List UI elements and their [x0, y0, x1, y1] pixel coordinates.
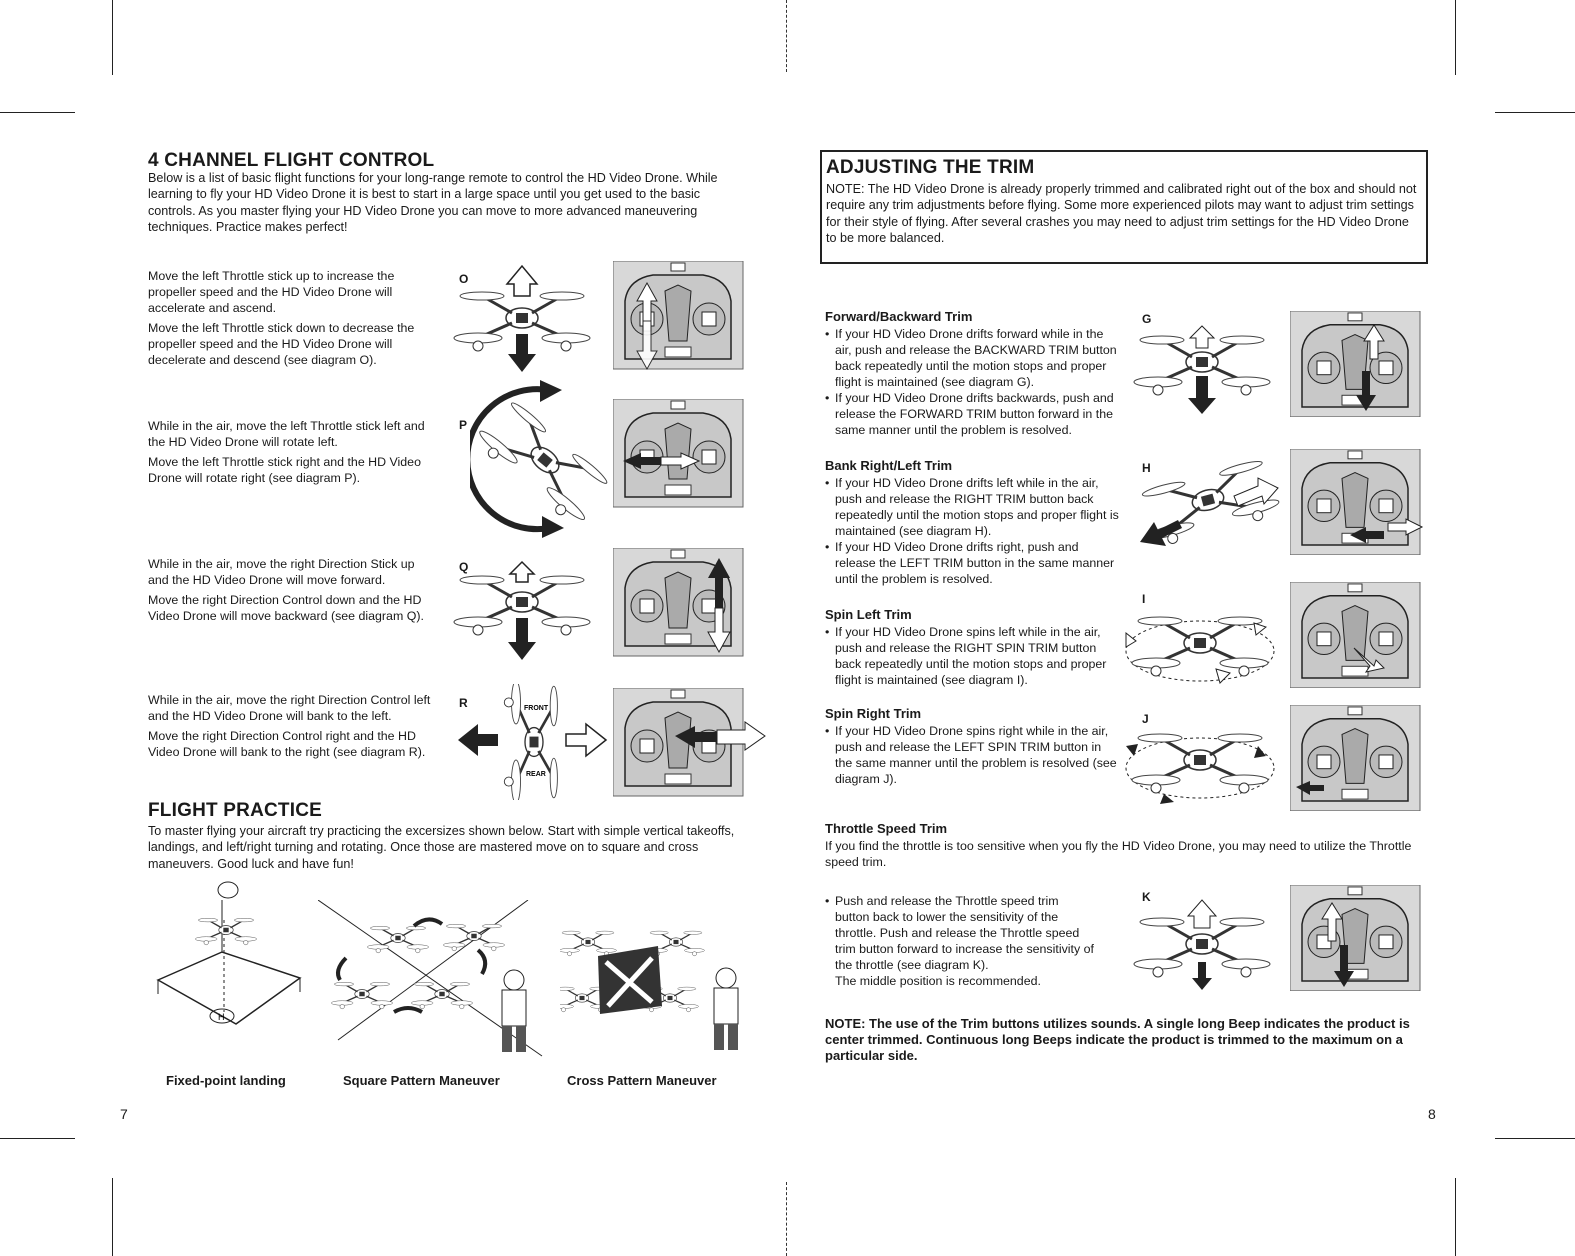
- square-pattern-illustration: [318, 900, 544, 1060]
- throttle-trim-recommend: The middle position is recommended.: [835, 974, 1041, 988]
- section-r-text: [148, 692, 438, 764]
- diagram-o-drone: [452, 258, 592, 378]
- label-rear: REAR: [526, 771, 546, 778]
- section-r-p2: Move the right Direction Control right and the HD Video Drone will bank to the right (see diagram R).: [148, 729, 426, 759]
- diagram-p-drone: [470, 380, 610, 540]
- intro-text: Below is a list of basic flight functions for your long-range remote to control the HD Video Drone. While learning to fly your HD Video Drone it is best to start in a large space until you get used to the basic controls. As you master flying your HD Video Drone you can move to more advanced maneuvering techniques. Practice makes perfect!: [148, 171, 718, 235]
- diagram-p-remote: [613, 399, 747, 511]
- caption-fixed-point: Fixed-point landing: [166, 1073, 286, 1088]
- diagram-g-remote: [1290, 311, 1424, 417]
- practice-text: To master flying your aircraft try practicing the excersizes shown below. Start with simple vertical takeoffs, landings, and left/right turning and rotating. Once those are mastered move on to square and cross maneuvers. Good luck and have fun!: [148, 824, 735, 871]
- bank-trim-bullet-2: • If your HD Video Drone drifts right, push and release the LEFT TRIM button in the same manner until the problem is resolved.: [825, 539, 1120, 587]
- trim-title: ADJUSTING THE TRIM: [826, 157, 1035, 178]
- section-r-p1: While in the air, move the right Direction Control left and the HD Video Drone will bank to the left.: [148, 693, 431, 723]
- diagram-letter-h: H: [1142, 461, 1151, 475]
- page-number-left: 7: [120, 1106, 128, 1122]
- crop-mark: [112, 1178, 113, 1256]
- diagram-k-drone: [1132, 898, 1272, 994]
- throttle-trim-bullets: [825, 893, 1095, 989]
- diagram-q-drone: [452, 552, 592, 664]
- throttle-trim-intro: [825, 821, 1415, 870]
- diagram-h-drone: [1134, 456, 1284, 552]
- center-fold-mark: [786, 1182, 787, 1256]
- crop-mark: [1495, 1138, 1575, 1139]
- spin-right-trim-text: [825, 706, 1120, 787]
- helipad-h: H: [218, 1012, 225, 1022]
- page-number-right: 8: [1428, 1106, 1436, 1122]
- fb-trim-bullet-2: • If your HD Video Drone drifts backwards, push and release the FORWARD TRIM button forward in the same manner until the problem is resolved.: [825, 390, 1120, 438]
- diagram-letter-q: Q: [459, 560, 469, 574]
- diagram-q-remote: [613, 548, 747, 660]
- throttle-trim-title: Throttle Speed Trim: [825, 821, 948, 836]
- practice-title: FLIGHT PRACTICE: [148, 800, 322, 821]
- section-o-text: [148, 268, 438, 372]
- bank-trim-bullet-1: • If your HD Video Drone drifts left while in the air, push and release the RIGHT TRIM button back repeatedly until the motion stops and proper flight is maintained (see diagram H).: [825, 475, 1120, 539]
- diagram-o-remote: [613, 261, 747, 373]
- label-front: FRONT: [524, 705, 549, 712]
- diagram-g-drone: [1132, 320, 1272, 416]
- section-p-text: [148, 418, 438, 490]
- section-o-p1: Move the left Throttle stick up to increase the propeller speed and the HD Video Drone will accelerate and ascend.: [148, 269, 395, 315]
- section-o-p2: Move the left Throttle stick down to decrease the propeller speed and the HD Video Drone will decelerate and descend (see diagram O).: [148, 321, 415, 367]
- crop-mark: [0, 112, 75, 113]
- bank-trim-text: [825, 458, 1120, 587]
- diagram-h-remote: [1290, 449, 1424, 555]
- diagram-letter-j: J: [1142, 712, 1149, 726]
- center-fold-mark: [786, 0, 787, 72]
- spin-left-trim-text: [825, 607, 1120, 688]
- bank-trim-title: Bank Right/Left Trim: [825, 458, 953, 473]
- diagram-i-drone: [1120, 595, 1280, 691]
- diagram-letter-o: O: [459, 272, 469, 286]
- diagram-letter-g: G: [1142, 312, 1152, 326]
- diagram-letter-i: I: [1142, 592, 1146, 606]
- caption-cross-pattern: Cross Pattern Maneuver: [567, 1073, 717, 1088]
- trim-note-box: [820, 150, 1428, 264]
- spin-left-trim-title: Spin Left Trim: [825, 607, 912, 622]
- crop-mark: [1495, 112, 1575, 113]
- diagram-j-drone: [1120, 712, 1280, 808]
- crop-mark: [0, 1138, 75, 1139]
- diagram-letter-p: P: [459, 418, 468, 432]
- diagram-k-remote: [1290, 885, 1424, 991]
- diagram-letter-r: R: [459, 696, 468, 710]
- section-q-p1: While in the air, move the right Direction Stick up and the HD Video Drone will move forward.: [148, 557, 415, 587]
- diagram-letter-k: K: [1142, 890, 1151, 904]
- trim-note: NOTE: The HD Video Drone is already properly trimmed and calibrated right out of the box and should not require any trim adjustments before flying. Some more experienced pilots may want to adjust trim settings for their style of flying. After several crashes you may need to adjust trim settings for the HD Video Drone to be more balanced.: [826, 182, 1417, 246]
- fb-trim-text: [825, 309, 1120, 438]
- spin-right-trim-bullet-1: • If your HD Video Drone spins right while in the air, push and release the LEFT SPIN TRIM button in the same manner until the problem is resolved (see diagram J).: [825, 723, 1120, 787]
- diagram-r-remote: [613, 688, 773, 800]
- diagram-i-remote: [1290, 582, 1424, 688]
- crop-mark: [112, 0, 113, 75]
- diagram-r-drone: [452, 684, 612, 800]
- section-q-p2: Move the right Direction Control down and the HD Video Drone will move backward (see diagram Q).: [148, 593, 424, 623]
- section-q-text: [148, 556, 438, 628]
- fixed-point-landing-illustration: [150, 880, 310, 1060]
- cross-pattern-illustration: [560, 928, 746, 1060]
- section-p-p2: Move the left Throttle stick right and the HD Video Drone will rotate right (see diagram P).: [148, 455, 421, 485]
- final-note: NOTE: The use of the Trim buttons utilizes sounds. A single long Beep indicates the product is center trimmed. Continuous long Beeps indicate the product is trimmed to the maximum on a particular side.: [825, 1016, 1410, 1063]
- spin-left-trim-bullet-1: • If your HD Video Drone spins left while in the air, push and release the RIGHT SPIN TRIM button back repeatedly until the motion stops and proper flight is maintained (see diagram I).: [825, 624, 1120, 688]
- crop-mark: [1455, 0, 1456, 75]
- crop-mark: [1455, 1178, 1456, 1256]
- diagram-j-remote: [1290, 705, 1424, 811]
- throttle-trim-text: If you find the throttle is too sensitive when you fly the HD Video Drone, you may need to utilize the Throttle speed trim.: [825, 839, 1412, 869]
- section-p-p1: While in the air, move the left Throttle stick left and the HD Video Drone will rotate left.: [148, 419, 425, 449]
- spin-right-trim-title: Spin Right Trim: [825, 706, 922, 721]
- fb-trim-bullet-1: • If your HD Video Drone drifts forward while in the air, push and release the BACKWARD TRIM button back repeatedly until the motion stops and proper flight is maintained (see diagram G).: [825, 326, 1120, 390]
- throttle-trim-bullet-1: • Push and release the Throttle speed trim button back to lower the sensitivity of the throttle. Push and release the Throttle speed trim button forward to increase the sensitivity of the throttle (see diagram K).: [825, 893, 1095, 973]
- page-title: 4 CHANNEL FLIGHT CONTROL: [148, 150, 435, 171]
- fb-trim-title: Forward/Backward Trim: [825, 309, 973, 324]
- caption-square-pattern: Square Pattern Maneuver: [343, 1073, 500, 1088]
